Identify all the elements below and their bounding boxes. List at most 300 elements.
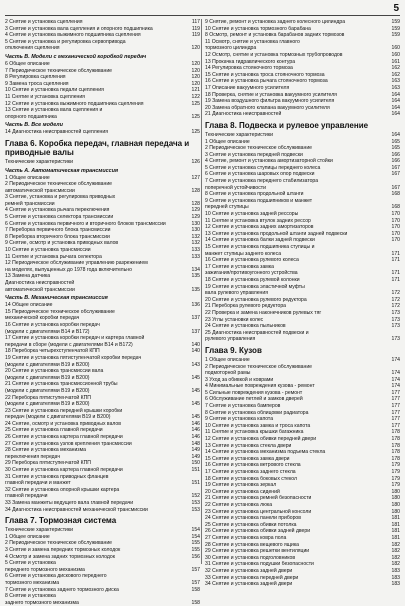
- toc-entry-title: 7 Снятие и установка бамперов: [205, 403, 281, 410]
- toc-entry: [205, 469, 400, 476]
- toc-page-ref: 137: [191, 328, 200, 335]
- toc-page-ref: 167: [391, 164, 400, 171]
- toc-entry: [5, 460, 200, 467]
- toc-page-ref: 166: [391, 158, 400, 165]
- toc-entry: [5, 534, 200, 541]
- toc-page-ref: 178: [391, 436, 400, 443]
- toc-entry-title: 12 Снятие и установка задних амортизаторов: [205, 224, 314, 231]
- toc-entry: [5, 560, 200, 567]
- toc-page-ref: 182: [391, 554, 400, 561]
- toc-entry-title: 8 Переборка вторичного блока трансмиссии: [5, 233, 110, 240]
- toc-entry: [205, 370, 400, 377]
- toc-page-ref: 155: [191, 540, 200, 547]
- toc-entry-title: 4 Снятие и установка рычага переключения: [5, 207, 110, 214]
- toc-page-ref: 163: [391, 84, 400, 91]
- section-heading: Часть А. Автоматическая трансмиссия: [5, 167, 119, 174]
- toc-entry-title: 24 Снятие, осмотр и установка приводных валов: [5, 420, 121, 427]
- toc-page-ref: 177: [391, 422, 400, 429]
- toc-page-ref: 180: [391, 495, 400, 502]
- toc-entry: [205, 139, 400, 146]
- toc-entry-title: на моделях, выпущенных до 1978 года включительно: [5, 266, 132, 273]
- toc-entry: [5, 39, 200, 46]
- toc-entry: [5, 101, 200, 108]
- section-heading: Часть В. Все модели: [5, 122, 63, 129]
- toc-entry-title: 2 Периодическое техническое обслуживание: [205, 145, 313, 152]
- toc-entry-title: 4 Минимальные повреждения кузова - ремонт: [205, 383, 315, 390]
- toc-entry-title: 11 Осмотр, снятие и установка главного: [205, 38, 300, 45]
- toc-entry-title: 22 Проверка и замена наконечников рулевых тяг: [205, 309, 322, 316]
- toc-entry-title: 14 Регулировка стояночного тормоза: [205, 65, 293, 72]
- toc-entry: [5, 254, 200, 261]
- toc-entry-title: 19 Снятие и установка эластичной муфты: [205, 283, 305, 290]
- toc-entry-title: автоматической трансмиссии: [5, 286, 75, 293]
- toc-page-ref: 146: [191, 427, 200, 434]
- toc-entry: [5, 159, 200, 166]
- toc-page-ref: 156: [191, 553, 200, 560]
- toc-entry-title: 31 Снятие и установка подушки безопасности: [205, 561, 314, 568]
- toc-left-column: [5, 19, 200, 606]
- toc-right-column: [205, 19, 400, 588]
- toc-entry-title: 1 Общее описание: [5, 174, 50, 181]
- toc-page-ref: 128: [191, 200, 200, 207]
- toc-entry: [5, 474, 200, 481]
- toc-page-ref: 178: [391, 455, 400, 462]
- toc-page-ref: 146: [191, 420, 200, 427]
- toc-entry-title: 17 Снятие и установка заднего стекла: [205, 469, 296, 475]
- toc-entry: [5, 408, 200, 415]
- toc-entry: [205, 462, 400, 469]
- toc-entry: [205, 19, 400, 26]
- toc-entry-title: 17 Снятие и установка коробки передач и картера главной: [5, 335, 145, 342]
- toc-page-ref: 171: [391, 250, 400, 257]
- toc-entry-title: 8 Регулировка сцепления: [5, 74, 66, 81]
- toc-entry: [5, 507, 200, 514]
- toc-entry: [205, 528, 400, 535]
- toc-entry-title: 10 Снятие и установка трансмиссии: [5, 247, 91, 254]
- toc-entry-title: 10 Снятие и установка задней рессоры: [205, 211, 299, 218]
- toc-page-ref: 183: [391, 567, 400, 574]
- toc-entry: [5, 427, 200, 434]
- toc-entry-title: 16 Снятие и установка коробки передач: [5, 321, 100, 328]
- header-rule: [5, 15, 400, 16]
- toc-entry: [205, 403, 400, 410]
- toc-entry-title: 20 Снятие и установка сидений: [205, 488, 280, 495]
- toc-entry-title: 12 Снятие и установка обивки передней двери: [205, 436, 317, 443]
- toc-entry: [5, 227, 200, 234]
- toc-entry: [5, 381, 200, 388]
- toc-page-ref: 160: [391, 51, 400, 58]
- toc-entry: [205, 198, 400, 205]
- toc-page-ref: 155: [191, 546, 200, 553]
- toc-entry: [205, 231, 400, 238]
- toc-entry-title: 14 Снятие и установка балки задней подвески: [205, 237, 315, 244]
- toc-page-ref: 162: [391, 65, 400, 72]
- toc-page-ref: 135: [191, 273, 200, 280]
- toc-entry: [205, 330, 400, 337]
- toc-page-ref: 158: [191, 586, 200, 593]
- toc-entry: [5, 207, 200, 214]
- toc-entry: [205, 165, 400, 172]
- toc-entry: [205, 171, 400, 178]
- toc-entry-title: 6 Снятие и установка первичного и вторичного блоков трансмиссии: [5, 220, 166, 227]
- toc-entry-title: 8 Снятие и установка: [5, 593, 56, 600]
- toc-entry: [5, 547, 200, 554]
- toc-page-ref: 170: [391, 211, 400, 218]
- toc-entry-title: 5 Сильные повреждения кузова - ремонт: [205, 389, 303, 396]
- toc-entry-title: (модели с двигателями B14 и B172): [5, 328, 90, 335]
- toc-page-ref: 182: [391, 561, 400, 568]
- toc-entry-title: 27 Снятие и установка ковра пола: [205, 534, 287, 541]
- toc-entry: [205, 364, 400, 371]
- toc-entry-title: 19 Снятие и установка пятиступенчатой коробки передач: [5, 354, 142, 361]
- toc-page-ref: 145: [191, 374, 200, 381]
- toc-entry: [5, 375, 200, 382]
- toc-entry: [5, 68, 200, 75]
- toc-entry-title: 11 Снятие и установка рычага селектора: [5, 253, 102, 260]
- toc-entry: [5, 175, 200, 182]
- toc-entry-title: 34 Снятие и установка задней двери: [205, 581, 293, 588]
- toc-entry-title: 21 Снятие и установка ремней безопасности: [205, 495, 312, 502]
- toc-entry: [5, 348, 200, 355]
- toc-entry: [205, 237, 400, 244]
- toc-page-ref: 174: [391, 370, 400, 377]
- toc-entry-title: 31 Снятие и установка приводных фланцев: [5, 473, 109, 480]
- toc-entry-title: Технические характеристики: [5, 158, 73, 165]
- toc-entry-title: 13 Снятие и установка стекла двери: [205, 442, 292, 449]
- toc-entry-title: 34 Диагностика неисправностей механической трансмиссии: [5, 506, 148, 513]
- toc-page-ref: 151: [191, 467, 200, 474]
- toc-entry: [5, 201, 200, 208]
- toc-entry: [205, 303, 400, 310]
- toc-page-ref: 166: [391, 151, 400, 158]
- toc-page-ref: 162: [391, 71, 400, 78]
- toc-entry-title: Технические характеристики: [205, 131, 273, 138]
- toc-page-ref: 136: [191, 302, 200, 309]
- toc-entry: [5, 273, 200, 280]
- toc-entry-title: отключения сцепления: [5, 45, 60, 52]
- toc-entry: [205, 39, 400, 46]
- toc-entry: [205, 85, 400, 92]
- toc-entry: [205, 535, 400, 542]
- toc-page-ref: 129: [191, 207, 200, 214]
- toc-page-ref: 174: [391, 383, 400, 390]
- toc-entry-title: (модели с двигателями B19 и B200): [5, 361, 90, 368]
- toc-entry: [5, 247, 200, 254]
- toc-entry: [205, 277, 400, 284]
- section-heading: Часть В. Механическая трансмиссия: [5, 295, 108, 302]
- toc-page-ref: 178: [391, 449, 400, 456]
- toc-page-ref: 119: [191, 32, 200, 39]
- toc-entry-title: 3 Снятие и установка вала сцепления и опорного подшипника: [5, 25, 153, 32]
- toc-entry-title: 2 Периодическое техническое обслуживание: [205, 363, 313, 370]
- toc-entry: [5, 315, 200, 322]
- toc-entry: [205, 317, 400, 324]
- toc-entry: [5, 32, 200, 39]
- toc-entry-title: 1 Общее описание: [205, 356, 250, 363]
- toc-entry-title: тормозного цилиндра: [205, 45, 257, 52]
- toc-page-ref: 135: [191, 286, 200, 293]
- toc-entry: [205, 224, 400, 231]
- toc-entry-title: манжет ступицы заднего колеса: [205, 250, 282, 257]
- toc-page-ref: 133: [191, 247, 200, 254]
- toc-page-ref: 159: [391, 25, 400, 32]
- toc-page-ref: 167: [391, 184, 400, 191]
- toc-page-ref: 120: [191, 74, 200, 81]
- toc-page-ref: 171: [391, 276, 400, 283]
- toc-page-ref: 177: [391, 389, 400, 396]
- toc-entry-title: 5 Снятие и установка: [5, 560, 56, 567]
- toc-entry-title: 22 Переборка пятиступенчатой КПП: [5, 394, 91, 401]
- toc-entry: [205, 502, 400, 509]
- toc-entry: [5, 45, 200, 52]
- toc-entry: [205, 522, 400, 529]
- toc-entry-title: 9 Снятие, ремонт и установка заднего колесного цилиндра: [205, 19, 346, 25]
- toc-entry-title: 3 Снятие и замена передних тормозных колодок: [5, 546, 121, 553]
- toc-page-ref: 151: [191, 480, 200, 487]
- toc-entry-title: 6 Общее описание: [5, 60, 50, 67]
- toc-entry-title: 4 Снятие, ремонт и установка амортизаторной стойки: [205, 158, 333, 165]
- toc-entry-title: 7 Снятие и установка заднего тормозного диска: [5, 586, 119, 593]
- toc-page-ref: 117: [191, 19, 200, 25]
- toc-entry-title: 6 Обслуживание петлей и замков дверей: [205, 396, 303, 403]
- toc-entry: [5, 114, 200, 121]
- toc-entry: [205, 158, 400, 165]
- toc-entry: [5, 322, 200, 329]
- toc-page-ref: 157: [191, 579, 200, 586]
- toc-page-ref: 127: [191, 174, 200, 181]
- toc-entry: [5, 355, 200, 362]
- toc-entry-title: 25 Снятие и установка главной передачи: [5, 427, 103, 434]
- toc-page-ref: 154: [191, 533, 200, 540]
- toc-page-ref: 170: [391, 237, 400, 244]
- toc-entry-title: 27 Снятие и установка узлов крепления трансмиссии: [5, 440, 132, 447]
- toc-page-ref: 125: [191, 129, 200, 136]
- toc-entry: [5, 600, 200, 606]
- toc-page-ref: 168: [391, 204, 400, 211]
- toc-entry: [5, 129, 200, 136]
- toc-entry-title: 23 Снятие и установка центральной консоли: [205, 508, 312, 515]
- toc-entry-title: механической коробки передач: [5, 315, 80, 322]
- toc-page-ref: 179: [391, 475, 400, 482]
- toc-entry: [205, 357, 400, 364]
- toc-page-ref: 121: [191, 87, 200, 94]
- toc-entry-title: 33 Снятие и установка передней двери: [205, 574, 299, 581]
- toc-entry-title: 3 Уход за обивкой и коврами: [205, 376, 274, 383]
- toc-entry: [5, 302, 200, 309]
- toc-page-ref: 134: [191, 266, 200, 273]
- toc-entry-title: поперечной устойчивости: [205, 184, 266, 191]
- toc-entry: [205, 542, 400, 549]
- toc-page-ref: 172: [391, 296, 400, 303]
- toc-entry: [205, 178, 400, 185]
- toc-entry-title: Диагностика неисправностей: [5, 280, 75, 286]
- toc-entry-title: 16 Снятие и установка рычага стояночного тормоза: [205, 78, 328, 85]
- toc-page-ref: 164: [391, 111, 400, 118]
- toc-page-ref: 120: [191, 80, 200, 87]
- toc-entry-title: 1 Общее описание: [205, 138, 250, 145]
- toc-page-ref: 128: [191, 187, 200, 194]
- toc-page-ref: 125: [191, 100, 200, 107]
- toc-entry-title: 20 Снятие и установка трансмиссии вала: [5, 368, 104, 375]
- toc-entry-title: 32 Снятие и установка опорной крышки картера: [5, 486, 120, 493]
- toc-entry: [205, 581, 400, 588]
- toc-entry: [205, 251, 400, 258]
- toc-entry-title: 21 Диагностика неисправностей: [205, 111, 282, 118]
- toc-page-ref: 159: [391, 32, 400, 39]
- toc-page-ref: 158: [191, 599, 200, 606]
- toc-entry: [205, 218, 400, 225]
- toc-entry-title: 8 Снятие и установка продольной штанги: [205, 191, 304, 198]
- toc-entry: [5, 454, 200, 461]
- toc-entry-title: подмоторной рамы: [205, 370, 251, 377]
- toc-entry-title: (модели с двигателями B19 и B200): [5, 374, 90, 381]
- toc-entry-title: 29 Переборка пятиступенчатой КПП: [5, 460, 91, 467]
- toc-entry: [205, 575, 400, 582]
- toc-entry-title: (модели с двигателями B19 и B200): [5, 401, 90, 408]
- toc-entry-title: 23 Углы установки колес: [205, 316, 264, 323]
- toc-page-ref: 145: [191, 414, 200, 421]
- toc-entry: [5, 421, 200, 428]
- toc-entry: [205, 72, 400, 79]
- toc-entry: [5, 74, 200, 81]
- toc-entry: [5, 554, 200, 561]
- toc-page-ref: 168: [391, 191, 400, 198]
- toc-entry-title: 30 Снятие и установка картера главной передачи: [5, 467, 123, 474]
- toc-page-ref: 173: [391, 336, 400, 343]
- toc-entry: [205, 204, 400, 211]
- toc-page-ref: 183: [391, 581, 400, 588]
- toc-entry-title: 10 Снятие и установка тормозного барабана: [205, 25, 311, 32]
- toc-entry-title: 17 Описание вакуумного усилителя: [205, 84, 290, 91]
- toc-entry-title: 29 Снятие и установка решетки вентиляции: [205, 548, 310, 555]
- toc-page-ref: 182: [391, 541, 400, 548]
- toc-entry-title: заднего тормозного механизма: [5, 599, 79, 606]
- toc-entry-title: 14 Снятие и установка механизма подъема стекла: [205, 449, 326, 456]
- toc-entry: [5, 342, 200, 349]
- toc-entry-title: 23 Снятие и установка передней крышки коробки: [5, 407, 123, 414]
- toc-entry-title: 21 Переборка рулевого редуктора: [205, 303, 286, 310]
- toc-entry-title: 10 Снятие и установка замка и троса капота: [205, 422, 311, 429]
- toc-entry-title: 13 Прокачка гидравлического контура: [205, 58, 296, 65]
- toc-entry: [205, 443, 400, 450]
- toc-entry-title: переключения передач: [5, 453, 61, 460]
- toc-entry-title: ремней трансмиссии: [5, 200, 55, 207]
- toc-entry: [205, 105, 400, 112]
- toc-page-ref: 177: [391, 416, 400, 423]
- toc-entry-title: 19 Снятие и установка зеркал: [205, 482, 277, 489]
- toc-entry: [205, 65, 400, 72]
- toc-entry: [5, 441, 200, 448]
- toc-page-ref: 132: [191, 233, 200, 240]
- toc-entry-title: 25 Снятие и установка обивки потолка: [205, 521, 297, 528]
- toc-entry: [205, 32, 400, 39]
- toc-entry-title: рулевого управления: [205, 336, 256, 343]
- toc-page-ref: 140: [191, 341, 200, 348]
- toc-entry-title: 14 Диагностика неисправностей сцепления: [5, 129, 108, 136]
- toc-page-ref: 173: [391, 309, 400, 316]
- toc-entry-title: передней ступицы: [205, 204, 249, 211]
- toc-page-ref: 171: [391, 270, 400, 277]
- chapter-heading: Глава 8. Подвеска и рулевое управление: [205, 120, 369, 130]
- toc-entry-title: 18 Снятие и установка боковых стекол: [205, 475, 297, 482]
- toc-entry-title: зажигания/противоугонного устройства: [205, 270, 298, 277]
- toc-entry: [205, 476, 400, 483]
- toc-entry-title: 5 Снятие и установка и регулировка сервопривода: [5, 38, 126, 45]
- toc-entry-title: 2 Периодическое техническое обслуживание: [5, 540, 113, 547]
- toc-entry-title: 15 Периодическое техническое обслуживание: [5, 308, 115, 315]
- toc-page-ref: 125: [191, 113, 200, 120]
- toc-entry: [205, 270, 400, 277]
- toc-entry: [5, 221, 200, 228]
- toc-page-ref: 145: [191, 401, 200, 408]
- toc-entry-title: 30 Снятие и установка подголовников: [205, 554, 296, 561]
- toc-page-ref: 143: [191, 361, 200, 368]
- toc-entry-title: 4 Снятие и установка выжимного подшипника сцепления: [5, 32, 141, 39]
- toc-page-ref: 146: [191, 434, 200, 441]
- toc-entry: [5, 329, 200, 336]
- toc-entry-title: 28 Снятие и установка вещевого ящика: [205, 541, 299, 548]
- toc-entry-title: 33 Замена манжеты ведущего вала главной передачи: [5, 500, 134, 506]
- toc-entry: [5, 368, 200, 375]
- toc-entry-title: 5 Снятие и установка ступицы переднего колеса: [205, 164, 321, 171]
- toc-page-ref: 152: [191, 493, 200, 500]
- toc-page-ref: 153: [191, 506, 200, 513]
- toc-entry: [5, 234, 200, 241]
- toc-entry-title: 24 Снятие и установка панели приборов: [205, 515, 301, 522]
- toc-entry: [205, 257, 400, 264]
- toc-entry-title: переднего тормозного механизма: [5, 566, 85, 573]
- toc-entry-title: 10 Снятие и установка педали сцепления: [5, 87, 104, 94]
- toc-entry-title: 25 Диагностика неисправностей подвески и: [205, 329, 309, 336]
- toc-page-ref: 177: [391, 396, 400, 403]
- toc-entry: [5, 587, 200, 594]
- toc-entry: [205, 515, 400, 522]
- toc-entry-title: главной передачи и манжет: [5, 480, 71, 487]
- toc-entry: [205, 297, 400, 304]
- toc-entry-title: 9 Снятие и установка подшипников и манжет: [205, 197, 313, 204]
- toc-page-ref: 149: [191, 453, 200, 460]
- toc-entry-title: 11 Снятие и установка втулок задних рессор: [205, 217, 311, 224]
- toc-page-ref: 130: [191, 220, 200, 227]
- toc-page-ref: 172: [391, 290, 400, 297]
- toc-entry-title: 16 Снятие и установка ветрового стекла: [205, 462, 301, 469]
- toc-entry: [205, 92, 400, 99]
- toc-page-ref: 122: [191, 93, 200, 100]
- toc-entry: [205, 78, 400, 85]
- toc-entry-title: 7 Снятие и установка переднего стабилизатора: [205, 178, 319, 185]
- toc-entry: [205, 561, 400, 568]
- toc-entry: [5, 214, 200, 221]
- toc-entry: [205, 390, 400, 397]
- toc-entry-title: 3 Снятие, установка и регулировка приводных: [5, 194, 116, 201]
- toc-entry: [205, 555, 400, 562]
- toc-page-ref: 164: [391, 98, 400, 105]
- toc-page-ref: 180: [391, 508, 400, 515]
- toc-entry: [5, 401, 200, 408]
- column-divider: [201, 19, 202, 564]
- toc-entry-title: 9 Снятие, осмотр и установка приводных валов: [5, 240, 119, 247]
- toc-page-ref: 178: [391, 429, 400, 436]
- toc-page-ref: 153: [191, 500, 200, 506]
- toc-page-ref: 149: [191, 447, 200, 454]
- toc-entry: [205, 52, 400, 59]
- section-heading: Часть В. Модели с механической коробкой передач: [5, 53, 147, 60]
- toc-entry-title: автоматической трансмиссии: [5, 187, 75, 194]
- toc-entry: [205, 244, 400, 251]
- toc-entry-title: 26 Снятие и установка обивки задней двери: [205, 528, 311, 535]
- toc-page-ref: 130: [191, 227, 200, 234]
- toc-entry: [205, 495, 400, 502]
